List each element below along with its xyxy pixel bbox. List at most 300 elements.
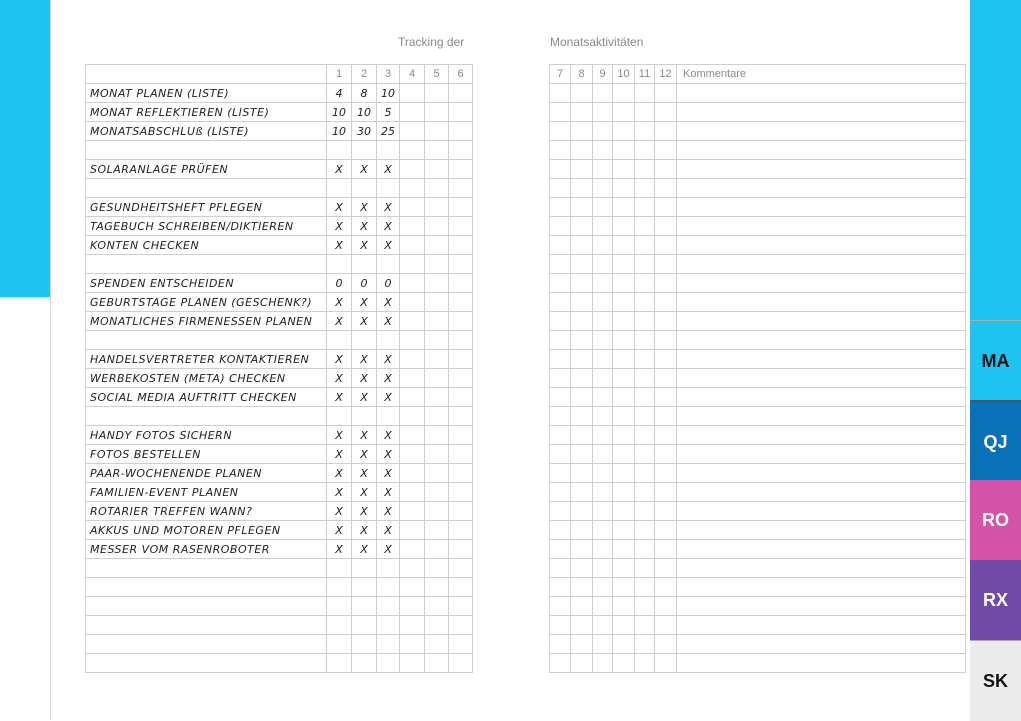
month-cell[interactable] (655, 331, 677, 350)
month-cell[interactable] (449, 331, 473, 350)
month-cell[interactable]: X (327, 160, 352, 179)
comment-cell[interactable] (677, 369, 966, 388)
month-cell[interactable] (571, 407, 593, 426)
month-cell[interactable] (327, 179, 352, 198)
month-cell[interactable] (655, 578, 677, 597)
tab-ma[interactable]: MA (970, 320, 1021, 401)
month-cell[interactable] (550, 616, 571, 635)
month-cell[interactable]: X (377, 312, 400, 331)
month-cell[interactable]: X (377, 388, 400, 407)
month-cell[interactable] (400, 103, 425, 122)
month-cell[interactable] (400, 483, 425, 502)
month-cell[interactable] (449, 597, 473, 616)
month-cell[interactable] (655, 445, 677, 464)
month-cell[interactable] (449, 160, 473, 179)
month-cell[interactable] (613, 559, 635, 578)
comment-cell[interactable] (677, 122, 966, 141)
month-cell[interactable]: X (327, 217, 352, 236)
month-cell[interactable]: X (352, 350, 377, 369)
month-cell[interactable] (655, 369, 677, 388)
month-cell[interactable] (593, 654, 613, 673)
month-cell[interactable] (449, 369, 473, 388)
activity-cell[interactable]: WERBEKOSTEN (META) CHECKEN (86, 369, 327, 388)
month-cell[interactable]: X (352, 426, 377, 445)
month-cell[interactable] (635, 654, 655, 673)
month-cell[interactable] (593, 502, 613, 521)
comment-cell[interactable] (677, 198, 966, 217)
month-cell[interactable] (571, 160, 593, 179)
activity-cell[interactable]: ROTARIER TREFFEN WANN? (86, 502, 327, 521)
month-cell[interactable] (550, 141, 571, 160)
month-cell[interactable] (550, 369, 571, 388)
month-cell[interactable] (352, 635, 377, 654)
month-cell[interactable] (550, 654, 571, 673)
month-cell[interactable] (655, 635, 677, 654)
month-cell[interactable]: 0 (327, 274, 352, 293)
month-cell[interactable] (425, 483, 449, 502)
month-cell[interactable] (377, 331, 400, 350)
month-cell[interactable] (655, 312, 677, 331)
month-cell[interactable]: X (327, 483, 352, 502)
month-cell[interactable] (400, 616, 425, 635)
month-cell[interactable] (635, 616, 655, 635)
month-cell[interactable] (593, 540, 613, 559)
comment-cell[interactable] (677, 521, 966, 540)
month-cell[interactable] (550, 198, 571, 217)
activity-cell[interactable] (86, 141, 327, 160)
month-cell[interactable] (550, 293, 571, 312)
month-cell[interactable] (571, 369, 593, 388)
month-cell[interactable]: X (377, 445, 400, 464)
month-cell[interactable] (449, 217, 473, 236)
month-cell[interactable] (593, 559, 613, 578)
month-cell[interactable] (613, 635, 635, 654)
month-cell[interactable] (571, 635, 593, 654)
month-cell[interactable] (571, 217, 593, 236)
month-cell[interactable] (400, 217, 425, 236)
month-cell[interactable] (425, 312, 449, 331)
activity-cell[interactable]: TAGEBUCH SCHREIBEN/DIKTIEREN (86, 217, 327, 236)
month-cell[interactable] (613, 464, 635, 483)
month-cell[interactable] (550, 274, 571, 293)
month-cell[interactable] (400, 255, 425, 274)
month-cell[interactable] (400, 369, 425, 388)
month-cell[interactable] (400, 179, 425, 198)
month-cell[interactable] (593, 255, 613, 274)
month-cell[interactable] (593, 426, 613, 445)
month-cell[interactable] (327, 407, 352, 426)
month-cell[interactable] (655, 559, 677, 578)
month-cell[interactable] (550, 540, 571, 559)
month-cell[interactable] (571, 255, 593, 274)
month-cell[interactable]: X (327, 350, 352, 369)
month-cell[interactable] (425, 179, 449, 198)
month-cell[interactable] (655, 236, 677, 255)
month-cell[interactable] (635, 369, 655, 388)
month-cell[interactable]: X (352, 312, 377, 331)
month-cell[interactable] (352, 597, 377, 616)
comment-cell[interactable] (677, 293, 966, 312)
month-cell[interactable] (593, 388, 613, 407)
month-cell[interactable] (400, 426, 425, 445)
activity-cell[interactable]: MONATLICHES FIRMENESSEN PLANEN (86, 312, 327, 331)
month-cell[interactable] (655, 122, 677, 141)
month-cell[interactable] (425, 635, 449, 654)
month-cell[interactable] (593, 293, 613, 312)
month-cell[interactable] (550, 160, 571, 179)
month-cell[interactable] (352, 179, 377, 198)
month-cell[interactable] (449, 654, 473, 673)
month-cell[interactable] (449, 312, 473, 331)
month-cell[interactable] (425, 540, 449, 559)
month-cell[interactable] (327, 616, 352, 635)
month-cell[interactable] (635, 426, 655, 445)
month-cell[interactable]: X (327, 445, 352, 464)
comment-cell[interactable] (677, 312, 966, 331)
month-cell[interactable]: 8 (352, 84, 377, 103)
month-cell[interactable] (635, 464, 655, 483)
month-cell[interactable] (593, 236, 613, 255)
month-cell[interactable] (327, 331, 352, 350)
month-cell[interactable] (613, 369, 635, 388)
month-cell[interactable]: X (377, 350, 400, 369)
month-cell[interactable] (593, 483, 613, 502)
month-cell[interactable] (635, 445, 655, 464)
month-cell[interactable]: X (377, 426, 400, 445)
month-cell[interactable]: X (352, 369, 377, 388)
month-cell[interactable] (593, 141, 613, 160)
month-cell[interactable] (425, 103, 449, 122)
month-cell[interactable] (400, 122, 425, 141)
month-cell[interactable] (613, 84, 635, 103)
month-cell[interactable] (425, 521, 449, 540)
activity-cell[interactable] (86, 654, 327, 673)
month-cell[interactable] (593, 312, 613, 331)
month-cell[interactable] (655, 103, 677, 122)
month-cell[interactable] (571, 331, 593, 350)
month-cell[interactable] (377, 616, 400, 635)
month-cell[interactable] (655, 426, 677, 445)
month-cell[interactable] (613, 331, 635, 350)
month-cell[interactable] (635, 103, 655, 122)
month-cell[interactable] (550, 103, 571, 122)
activity-cell[interactable]: PAAR-WOCHENENDE PLANEN (86, 464, 327, 483)
month-cell[interactable] (425, 654, 449, 673)
month-cell[interactable]: X (352, 236, 377, 255)
month-cell[interactable] (571, 502, 593, 521)
month-cell[interactable] (550, 502, 571, 521)
month-cell[interactable]: X (377, 293, 400, 312)
month-cell[interactable]: X (377, 521, 400, 540)
month-cell[interactable] (425, 160, 449, 179)
month-cell[interactable] (377, 635, 400, 654)
month-cell[interactable] (613, 578, 635, 597)
activity-cell[interactable]: HANDY FOTOS SICHERN (86, 426, 327, 445)
month-cell[interactable] (593, 179, 613, 198)
comment-cell[interactable] (677, 616, 966, 635)
month-cell[interactable] (635, 141, 655, 160)
activity-cell[interactable]: SOLARANLAGE PRÜFEN (86, 160, 327, 179)
month-cell[interactable] (593, 616, 613, 635)
month-cell[interactable] (425, 407, 449, 426)
month-cell[interactable]: X (327, 236, 352, 255)
month-cell[interactable] (550, 350, 571, 369)
month-cell[interactable] (449, 635, 473, 654)
month-cell[interactable]: 25 (377, 122, 400, 141)
month-cell[interactable] (571, 274, 593, 293)
month-cell[interactable]: 0 (352, 274, 377, 293)
month-cell[interactable] (449, 350, 473, 369)
month-cell[interactable] (635, 388, 655, 407)
month-cell[interactable] (613, 236, 635, 255)
month-cell[interactable] (550, 388, 571, 407)
month-cell[interactable]: X (327, 369, 352, 388)
month-cell[interactable] (377, 654, 400, 673)
comment-cell[interactable] (677, 84, 966, 103)
month-cell[interactable] (635, 559, 655, 578)
month-cell[interactable] (613, 388, 635, 407)
month-cell[interactable] (550, 521, 571, 540)
month-cell[interactable]: X (377, 217, 400, 236)
month-cell[interactable] (613, 179, 635, 198)
month-cell[interactable] (400, 312, 425, 331)
month-cell[interactable] (613, 141, 635, 160)
month-cell[interactable]: X (377, 502, 400, 521)
month-cell[interactable] (377, 141, 400, 160)
month-cell[interactable] (571, 198, 593, 217)
month-cell[interactable] (352, 616, 377, 635)
month-cell[interactable] (400, 160, 425, 179)
month-cell[interactable] (400, 635, 425, 654)
comment-cell[interactable] (677, 331, 966, 350)
month-cell[interactable] (327, 578, 352, 597)
comment-cell[interactable] (677, 217, 966, 236)
month-cell[interactable] (400, 597, 425, 616)
month-cell[interactable] (449, 426, 473, 445)
month-cell[interactable] (571, 388, 593, 407)
month-cell[interactable] (425, 293, 449, 312)
month-cell[interactable]: X (377, 369, 400, 388)
month-cell[interactable] (571, 616, 593, 635)
month-cell[interactable] (425, 217, 449, 236)
month-cell[interactable] (571, 103, 593, 122)
month-cell[interactable] (327, 635, 352, 654)
comment-cell[interactable] (677, 464, 966, 483)
month-cell[interactable] (400, 331, 425, 350)
month-cell[interactable] (327, 559, 352, 578)
comment-cell[interactable] (677, 654, 966, 673)
month-cell[interactable] (593, 350, 613, 369)
month-cell[interactable] (550, 426, 571, 445)
month-cell[interactable] (613, 483, 635, 502)
month-cell[interactable] (571, 350, 593, 369)
month-cell[interactable] (352, 578, 377, 597)
month-cell[interactable] (352, 255, 377, 274)
month-cell[interactable] (550, 255, 571, 274)
month-cell[interactable] (635, 293, 655, 312)
comment-cell[interactable] (677, 578, 966, 597)
month-cell[interactable] (550, 84, 571, 103)
month-cell[interactable] (550, 236, 571, 255)
activity-cell[interactable]: FOTOS BESTELLEN (86, 445, 327, 464)
month-cell[interactable] (571, 236, 593, 255)
month-cell[interactable] (449, 236, 473, 255)
month-cell[interactable]: 0 (377, 274, 400, 293)
month-cell[interactable] (377, 578, 400, 597)
month-cell[interactable] (377, 255, 400, 274)
comment-cell[interactable] (677, 540, 966, 559)
activity-cell[interactable]: GEBURTSTAGE PLANEN (GESCHENK?) (86, 293, 327, 312)
month-cell[interactable] (449, 407, 473, 426)
month-cell[interactable] (400, 388, 425, 407)
month-cell[interactable]: X (352, 198, 377, 217)
month-cell[interactable] (613, 293, 635, 312)
month-cell[interactable] (377, 407, 400, 426)
month-cell[interactable] (400, 198, 425, 217)
month-cell[interactable] (571, 141, 593, 160)
month-cell[interactable] (550, 464, 571, 483)
activity-cell[interactable]: SPENDEN ENTSCHEIDEN (86, 274, 327, 293)
month-cell[interactable] (327, 141, 352, 160)
month-cell[interactable] (377, 597, 400, 616)
month-cell[interactable] (571, 597, 593, 616)
month-cell[interactable] (655, 198, 677, 217)
month-cell[interactable] (593, 84, 613, 103)
month-cell[interactable] (593, 369, 613, 388)
month-cell[interactable] (449, 198, 473, 217)
comment-cell[interactable] (677, 236, 966, 255)
month-cell[interactable] (327, 654, 352, 673)
month-cell[interactable] (613, 616, 635, 635)
month-cell[interactable] (550, 445, 571, 464)
tab-qj[interactable]: QJ (970, 400, 1021, 482)
month-cell[interactable] (613, 521, 635, 540)
activity-cell[interactable]: GESUNDHEITSHEFT PFLEGEN (86, 198, 327, 217)
activity-cell[interactable]: MONAT REFLEKTIEREN (LISTE) (86, 103, 327, 122)
month-cell[interactable] (655, 407, 677, 426)
month-cell[interactable] (550, 217, 571, 236)
month-cell[interactable] (425, 236, 449, 255)
month-cell[interactable] (613, 502, 635, 521)
month-cell[interactable] (550, 578, 571, 597)
month-cell[interactable] (327, 255, 352, 274)
month-cell[interactable] (425, 255, 449, 274)
month-cell[interactable]: 4 (327, 84, 352, 103)
month-cell[interactable] (635, 179, 655, 198)
month-cell[interactable]: X (352, 521, 377, 540)
month-cell[interactable] (400, 540, 425, 559)
month-cell[interactable] (635, 312, 655, 331)
month-cell[interactable] (613, 255, 635, 274)
month-cell[interactable] (593, 464, 613, 483)
month-cell[interactable] (655, 160, 677, 179)
month-cell[interactable] (400, 407, 425, 426)
month-cell[interactable] (593, 635, 613, 654)
month-cell[interactable] (635, 160, 655, 179)
comment-cell[interactable] (677, 635, 966, 654)
month-cell[interactable] (613, 274, 635, 293)
month-cell[interactable] (655, 217, 677, 236)
month-cell[interactable] (550, 122, 571, 141)
month-cell[interactable]: X (377, 198, 400, 217)
activity-cell[interactable] (86, 559, 327, 578)
month-cell[interactable] (593, 597, 613, 616)
month-cell[interactable] (613, 350, 635, 369)
comment-cell[interactable] (677, 141, 966, 160)
month-cell[interactable] (449, 578, 473, 597)
month-cell[interactable] (400, 521, 425, 540)
month-cell[interactable] (635, 540, 655, 559)
month-cell[interactable] (635, 483, 655, 502)
month-cell[interactable]: X (352, 540, 377, 559)
month-cell[interactable] (613, 122, 635, 141)
month-cell[interactable] (352, 331, 377, 350)
month-cell[interactable]: X (327, 464, 352, 483)
month-cell[interactable] (449, 293, 473, 312)
activity-cell[interactable]: MONATSABSCHLUß (LISTE) (86, 122, 327, 141)
month-cell[interactable] (449, 179, 473, 198)
month-cell[interactable] (655, 616, 677, 635)
month-cell[interactable] (550, 407, 571, 426)
tab-rx[interactable]: RX (970, 560, 1021, 640)
comment-cell[interactable] (677, 160, 966, 179)
activity-cell[interactable]: MONAT PLANEN (LISTE) (86, 84, 327, 103)
month-cell[interactable] (400, 236, 425, 255)
month-cell[interactable] (571, 540, 593, 559)
month-cell[interactable] (571, 445, 593, 464)
month-cell[interactable] (635, 407, 655, 426)
month-cell[interactable] (571, 464, 593, 483)
month-cell[interactable] (635, 331, 655, 350)
month-cell[interactable] (655, 84, 677, 103)
month-cell[interactable] (449, 103, 473, 122)
comment-cell[interactable] (677, 559, 966, 578)
month-cell[interactable]: X (352, 483, 377, 502)
activity-cell[interactable]: HANDELSVERTRETER KONTAKTIEREN (86, 350, 327, 369)
month-cell[interactable]: X (377, 540, 400, 559)
month-cell[interactable] (613, 160, 635, 179)
comment-cell[interactable] (677, 103, 966, 122)
month-cell[interactable] (550, 483, 571, 502)
month-cell[interactable] (655, 388, 677, 407)
month-cell[interactable] (571, 483, 593, 502)
activity-cell[interactable] (86, 635, 327, 654)
month-cell[interactable]: X (352, 464, 377, 483)
month-cell[interactable] (635, 84, 655, 103)
month-cell[interactable] (613, 597, 635, 616)
month-cell[interactable]: X (352, 293, 377, 312)
month-cell[interactable]: X (377, 236, 400, 255)
month-cell[interactable] (352, 559, 377, 578)
month-cell[interactable] (425, 464, 449, 483)
month-cell[interactable] (400, 559, 425, 578)
month-cell[interactable] (613, 198, 635, 217)
month-cell[interactable] (425, 141, 449, 160)
month-cell[interactable] (550, 597, 571, 616)
activity-cell[interactable] (86, 597, 327, 616)
month-cell[interactable]: X (327, 293, 352, 312)
month-cell[interactable] (425, 331, 449, 350)
month-cell[interactable] (449, 464, 473, 483)
month-cell[interactable] (425, 597, 449, 616)
month-cell[interactable] (655, 540, 677, 559)
month-cell[interactable] (655, 293, 677, 312)
month-cell[interactable] (550, 559, 571, 578)
month-cell[interactable] (400, 350, 425, 369)
month-cell[interactable] (593, 445, 613, 464)
month-cell[interactable] (655, 502, 677, 521)
comment-cell[interactable] (677, 274, 966, 293)
